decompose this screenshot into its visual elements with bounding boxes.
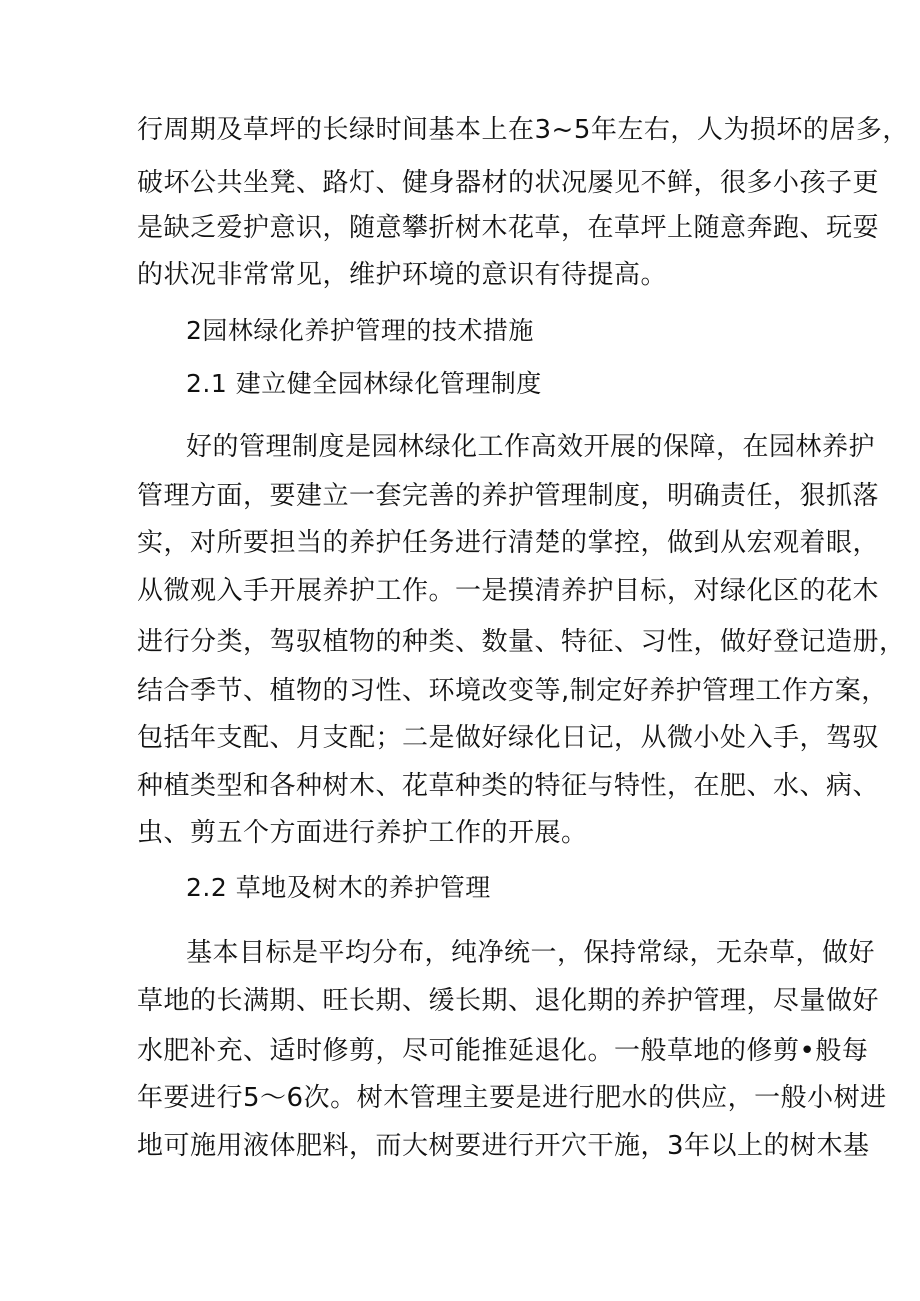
- paragraph-2-line-3: 实，对所要担当的养护任务进行清楚的掌控，做到从宏观着眼，: [137, 528, 880, 558]
- paragraph-2-line-5: 进行分类，驾驭植物的种类、数量、特征、习性，做好登记造册，: [137, 627, 906, 657]
- paragraph-1-line-3: 是缺乏爱护意识，随意攀折树木花草，在草坪上随意奔跑、玩耍: [137, 213, 880, 243]
- paragraph-3-line-4: 年要进行5～6次。树木管理主要是进行肥水的供应，一般小树进: [137, 1083, 887, 1113]
- paragraph-2-line-2: 管理方面，要建立一套完善的养护管理制度，明确责任，狠抓落: [137, 481, 880, 511]
- paragraph-1-line-1: 行周期及草坪的长绿时间基本上在3~5年左右，人为损坏的居多，: [137, 115, 909, 145]
- paragraph-2-line-9: 虫、剪五个方面进行养护工作的开展。: [137, 818, 588, 848]
- paragraph-1-line-2: 破坏公共坐凳、路灯、健身器材的状况屡见不鲜，很多小孩子更: [137, 168, 880, 198]
- paragraph-2-line-6: 结合季节、植物的习性、环境改变等,制定好养护管理工作方案，: [137, 676, 888, 706]
- paragraph-1-line-4: 的状况非常常见，维护环境的意识有待提高。: [137, 260, 668, 290]
- paragraph-3-line-3: 水肥补充、适时修剪，尽可能推延退化。一般草地的修剪•般每: [137, 1036, 869, 1066]
- section-heading-2-2: 2.2 草地及树木的养护管理: [186, 873, 491, 902]
- paragraph-3-line-2: 草地的长满期、旺长期、缓长期、退化期的养护管理，尽量做好: [137, 986, 880, 1016]
- paragraph-3-line-5: 地可施用液体肥料，而大树要进行开穴干施，3年以上的树木基: [137, 1131, 870, 1161]
- paragraph-2-line-7: 包括年支配、月支配；二是做好绿化日记，从微小处入手，驾驭: [137, 723, 880, 753]
- paragraph-2-line-8: 种植类型和各种树木、花草种类的特征与特性，在肥、水、病、: [137, 771, 880, 801]
- section-heading-2: 2园林绿化养护管理的技术措施: [186, 316, 534, 345]
- paragraph-3-line-1: 基本目标是平均分布，纯净统一，保持常绿，无杂草，做好: [186, 938, 876, 968]
- section-heading-2-1: 2.1 建立健全园林绿化管理制度: [186, 369, 542, 398]
- paragraph-2-line-4: 从微观入手开展养护工作。一是摸清养护目标，对绿化区的花木: [137, 576, 880, 606]
- paragraph-2-line-1: 好的管理制度是园林绿化工作高效开展的保障，在园林养护: [186, 432, 876, 462]
